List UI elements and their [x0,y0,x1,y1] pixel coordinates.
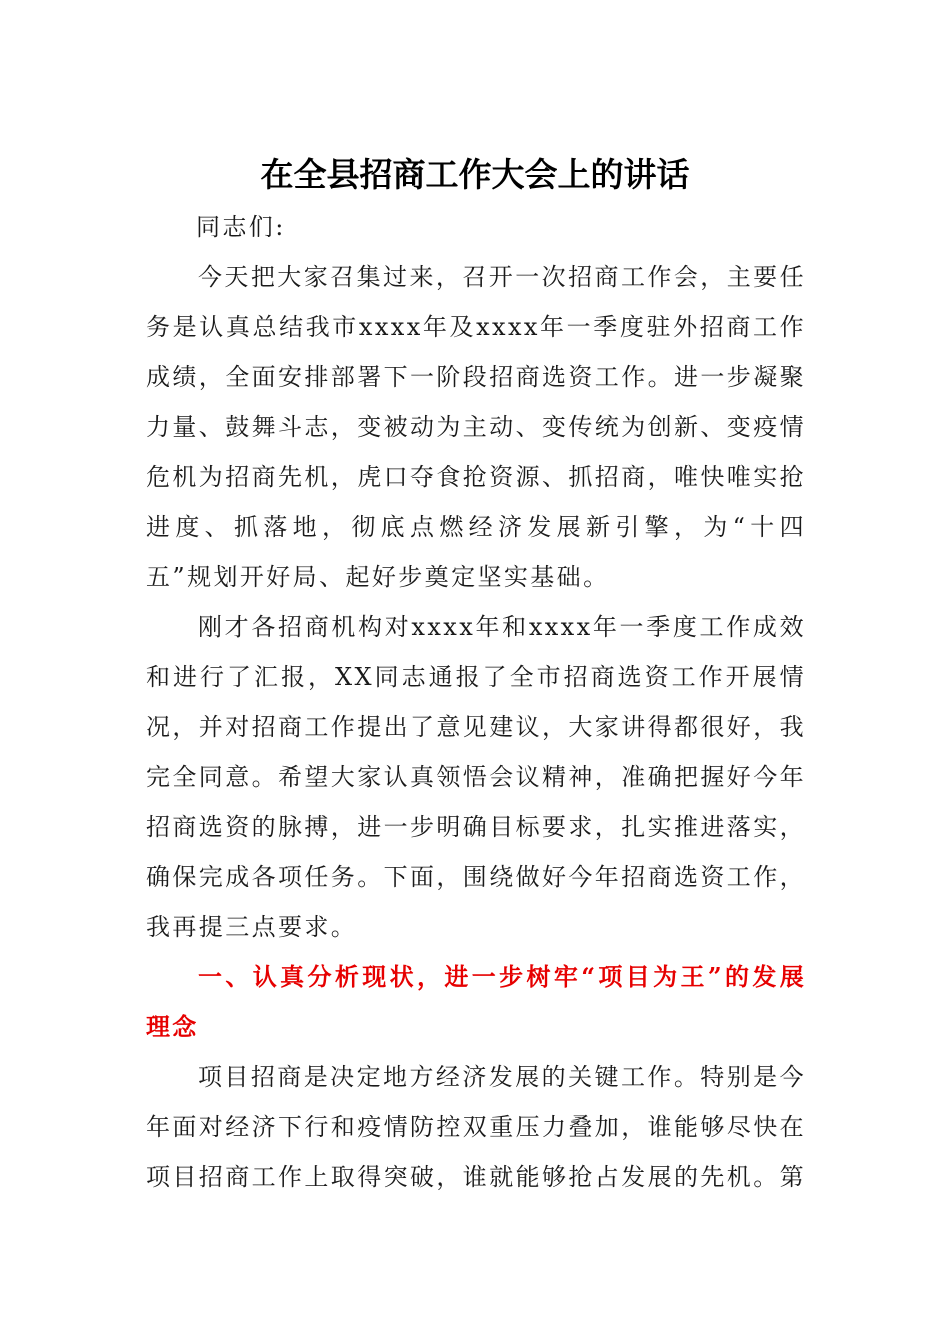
paragraph-intro: 今天把大家召集过来，召开一次招商工作会，主要任务是认真总结我市xxxx年及xxxx年一季度驻外招商工作成绩，全面安排部署下一阶段招商选资工作。进一步凝聚力量、鼓舞斗志，变被动为主动、变传统为创新、变疫情危机为招商先机，虎口夺食抢资源、抓招商，唯快唯实抢进度、抓落地，彻底点燃经济发展新引擎，为“十四五”规划开好局、起好步奠定坚实基础。 [146,263,806,591]
section-heading-1: 一、认真分析现状，进一步树牢“项目为王”的发展理念 [146,962,806,1041]
document-body [146,202,806,1202]
paragraph-section-1: 项目招商是决定地方经济发展的关键工作。特别是今年面对经济下行和疫情防控双重压力叠加，谁能够尽快在项目招商工作上取得突破，谁就能够抢占发展的先机。第 [146,1063,806,1191]
paragraph-summary: 刚才各招商机构对xxxx年和xxxx年一季度工作成效和进行了汇报，XX同志通报了全市招商选资工作开展情况，并对招商工作提出了意见建议，大家讲得都很好，我完全同意。希望大家认真领悟会议精神，准确把握好今年招商选资的脉搏，进一步明确目标要求，扎实推进落实，确保完成各项任务。下面，围绕做好今年招商选资工作，我再提三点要求。 [146,613,806,941]
document-title: 在全县招商工作大会上的讲话 [260,155,690,194]
salutation: 同志们: [196,213,286,241]
